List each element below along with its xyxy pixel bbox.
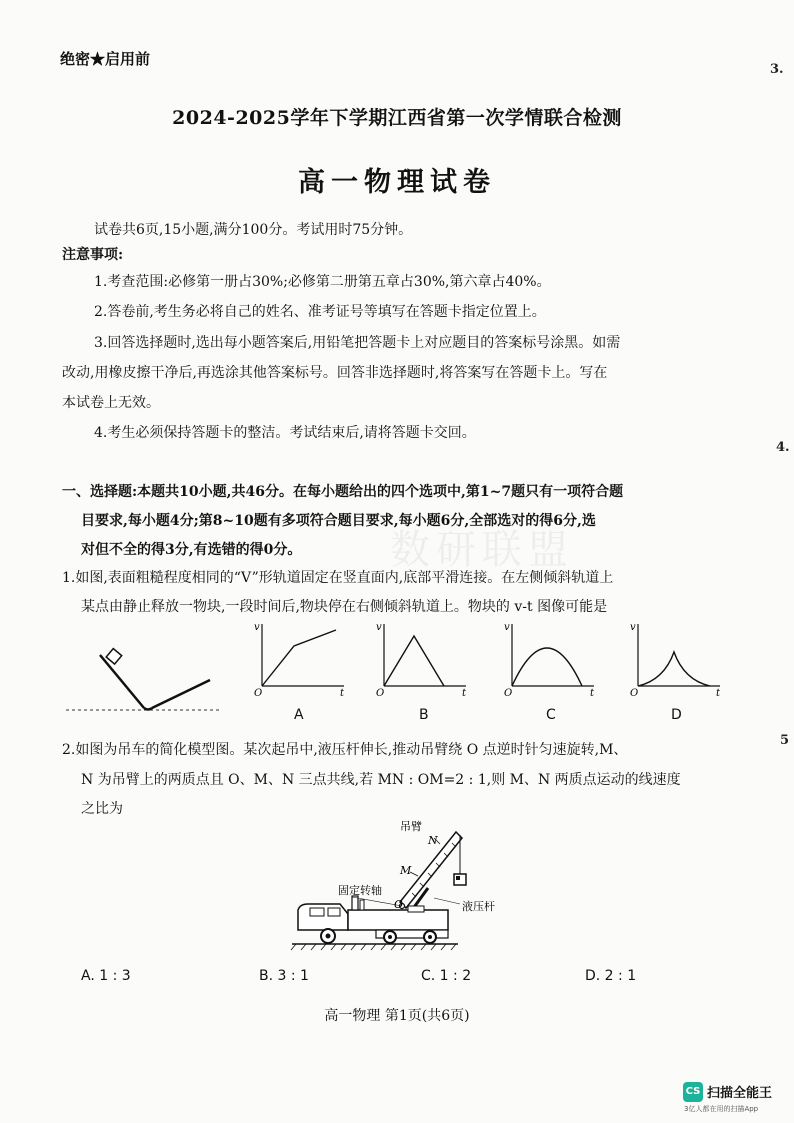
section-heading: 目要求,每小题4分;第8~10题有多项符合题目要求,每小题6分,全部选对的得6分,选	[81, 513, 596, 529]
answer-option-c: C. 1 : 2	[421, 968, 472, 984]
axis-t-label: t	[716, 688, 721, 698]
exam-title: 2024-2025学年下学期江西省第一次学情联合检测	[172, 107, 622, 129]
graph-option-a: A	[294, 707, 304, 723]
notice-line: 1.考查范围:必修第一册占30%;必修第二册第五章占30%,第六章占40%。	[94, 274, 551, 290]
subject-title: 高一物理试卷	[298, 167, 496, 198]
page-footer: 高一物理 第1页(共6页)	[324, 1008, 470, 1024]
question-2-text: 之比为	[81, 801, 123, 817]
vt-graph-b	[374, 618, 472, 698]
answer-option-b: B. 3 : 1	[259, 968, 309, 984]
question-1-text: 某点由静止释放一物块,一段时间后,物块停在右侧倾斜轨道上。物块的 v-t 图像可能是	[81, 599, 608, 615]
point-m-label: M	[400, 864, 412, 877]
pivot-label: 固定转轴	[338, 884, 382, 897]
axis-t-label: t	[340, 688, 345, 698]
notice-line: 3.回答选择题时,选出每小题答案后,用铅笔把答题卡上对应题目的答案标号涂黑。如需	[94, 335, 621, 351]
origin-label: O	[630, 688, 639, 698]
edge-question-number: 3.	[770, 62, 784, 77]
section-heading: 一、选择题:本题共10小题,共46分。在每小题给出的四个选项中,第1~7题只有一项符合题	[62, 484, 624, 500]
vt-graph-c	[502, 618, 600, 698]
notice-line: 改动,用橡皮擦干净后,再选涂其他答案标号。回答非选择题时,将答案写在答题卡上。写在	[62, 365, 608, 381]
answer-option-d: D. 2 : 1	[585, 968, 637, 984]
question-1-text: 1.如图,表面粗糙程度相同的“V”形轨道固定在竖直面内,底部平滑连接。在左侧倾斜轨道上	[62, 570, 614, 586]
scanner-logo-icon: CS	[683, 1082, 703, 1102]
vt-graph-d	[628, 618, 726, 698]
arm-label: 吊臂	[400, 820, 422, 833]
axis-v-label: v	[254, 622, 260, 633]
edge-question-number: 4.	[776, 440, 790, 455]
answer-option-a: A. 1 : 3	[81, 968, 131, 984]
hydraulic-label: 液压杆	[462, 900, 495, 913]
axis-v-label: v	[376, 622, 382, 633]
axis-t-label: t	[590, 688, 595, 698]
axis-v-label: v	[504, 622, 510, 633]
edge-question-number: 5	[780, 733, 790, 748]
origin-label: O	[254, 688, 263, 698]
scanner-app-name: 扫描全能王	[707, 1086, 773, 1101]
section-heading: 对但不全的得3分,有选错的得0分。	[81, 542, 302, 558]
axis-t-label: t	[462, 688, 467, 698]
confidential-mark: 绝密★启用前	[60, 50, 151, 68]
notice-line: 2.答卷前,考生务必将自己的姓名、准考证号等填写在答题卡指定位置上。	[94, 304, 546, 320]
point-n-label: N	[428, 834, 438, 847]
scanner-tagline: 3亿人都在用的扫描App	[684, 1105, 759, 1113]
watermark: 数研联盟	[390, 527, 574, 573]
origin-label: O	[504, 688, 513, 698]
graph-option-b: B	[419, 707, 429, 723]
question-2-text: N 为吊臂上的两质点且 O、M、N 三点共线,若 MN : OM=2 : 1,则 M、N 两质点运动的线速度	[81, 772, 681, 788]
notice-heading: 注意事项:	[62, 247, 124, 263]
question-2-text: 2.如图为吊车的简化模型图。某次起吊中,液压杆伸长,推动吊臂绕 O 点逆时针匀速旋转,M、	[62, 742, 628, 758]
notice-line: 4.考生必须保持答题卡的整洁。考试结束后,请将答题卡交回。	[94, 425, 476, 441]
intro-text: 试卷共6页,15小题,满分100分。考试用时75分钟。	[94, 222, 413, 238]
v-track-figure	[60, 640, 240, 730]
notice-line: 本试卷上无效。	[62, 395, 160, 411]
point-o-label: O	[394, 898, 404, 911]
graph-option-c: C	[546, 707, 556, 723]
origin-label: O	[376, 688, 385, 698]
crane-figure	[290, 818, 520, 958]
graph-option-d: D	[671, 707, 682, 723]
axis-v-label: v	[630, 622, 636, 633]
vt-graph-a	[252, 618, 350, 698]
